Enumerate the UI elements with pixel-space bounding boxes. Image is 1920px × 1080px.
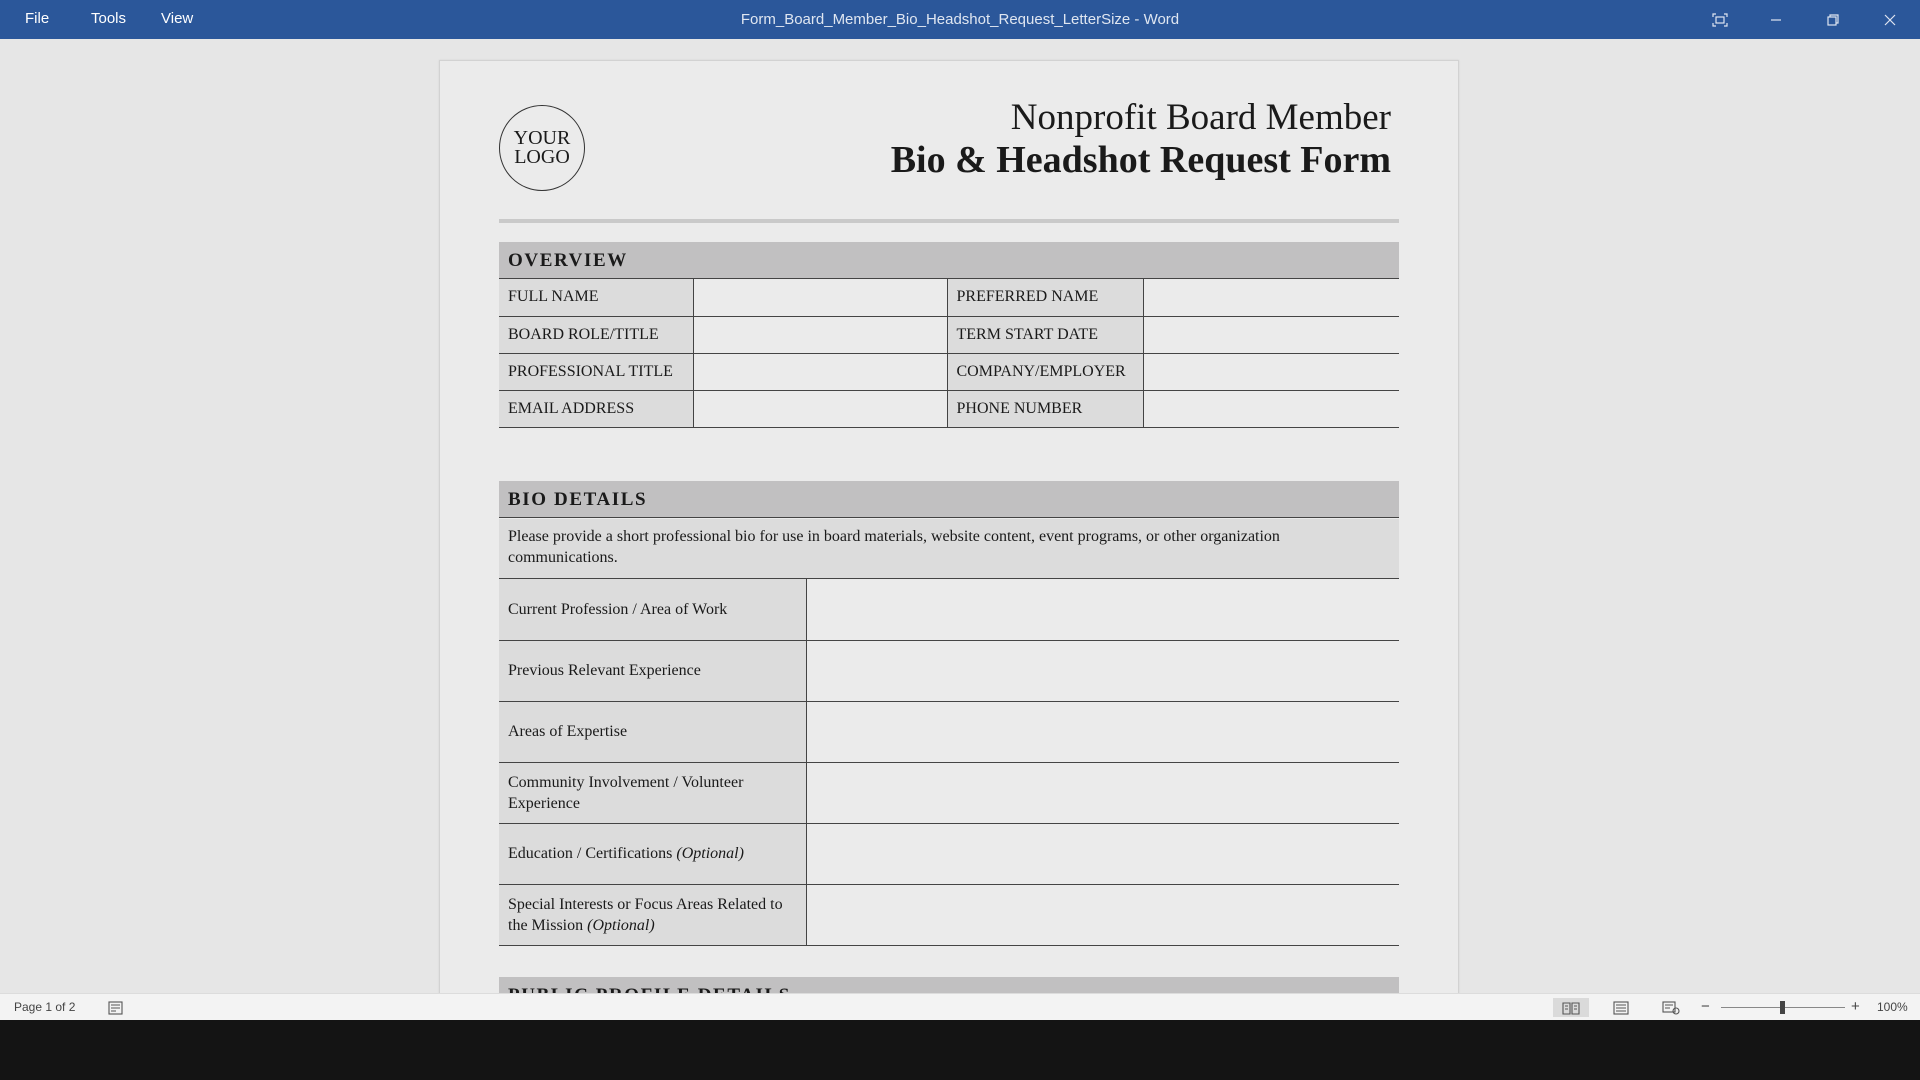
- table-row: [499, 640, 1399, 701]
- status-bar: [0, 993, 1920, 1020]
- overview-table: [499, 279, 1399, 428]
- document-title-line-1: Nonprofit Board Member: [1010, 97, 1391, 138]
- bio-label-text: Areas of Expertise: [508, 723, 628, 740]
- field-input-term-start-date[interactable]: [1143, 316, 1399, 353]
- bio-input-education[interactable]: [806, 823, 1399, 884]
- bio-label-previous-experience: [499, 640, 806, 701]
- restore-button[interactable]: [1805, 0, 1861, 39]
- minimize-button[interactable]: [1748, 0, 1804, 39]
- web-layout-button[interactable]: [1653, 998, 1689, 1017]
- table-row: [499, 353, 1399, 390]
- field-input-professional-title[interactable]: [693, 353, 947, 390]
- taskbar-area: [0, 1020, 1920, 1080]
- section-heading-bio-details: BIO DETAILS: [499, 481, 1399, 518]
- field-label-term-start-date: TERM START DATE: [947, 316, 1143, 353]
- menu-tools[interactable]: Tools: [91, 10, 127, 27]
- field-label-preferred-name: PREFERRED NAME: [947, 279, 1143, 316]
- zoom-in-button[interactable]: +: [1851, 998, 1860, 1015]
- field-input-preferred-name[interactable]: [1143, 279, 1399, 316]
- read-mode-button[interactable]: [1553, 998, 1589, 1017]
- document-workspace[interactable]: [0, 39, 1920, 993]
- section-heading-overview: OVERVIEW: [499, 242, 1399, 279]
- close-button[interactable]: [1862, 0, 1918, 39]
- bio-input-special-interests[interactable]: [806, 884, 1399, 945]
- bio-label-education: [499, 823, 806, 884]
- close-icon: [1884, 14, 1896, 26]
- bio-input-current-profession[interactable]: [806, 579, 1399, 640]
- menu-file[interactable]: File: [25, 10, 50, 27]
- bio-details-table: [499, 579, 1399, 946]
- field-label-professional-title: PROFESSIONAL TITLE: [499, 353, 693, 390]
- logo-placeholder: [499, 105, 585, 191]
- field-input-phone[interactable]: [1143, 390, 1399, 427]
- field-input-email[interactable]: [693, 390, 947, 427]
- focus-mode-button[interactable]: [1692, 0, 1748, 39]
- print-layout-button[interactable]: [1603, 998, 1639, 1017]
- title-divider: [499, 219, 1399, 223]
- bio-input-areas-of-expertise[interactable]: [806, 701, 1399, 762]
- table-row: [499, 762, 1399, 823]
- table-row: [499, 316, 1399, 353]
- zoom-slider-thumb[interactable]: [1780, 1001, 1785, 1014]
- table-row: [499, 279, 1399, 316]
- table-row: [499, 884, 1399, 945]
- bio-label-text: Community Involvement / Volunteer Experience: [508, 773, 744, 812]
- field-label-full-name: FULL NAME: [499, 279, 693, 316]
- bio-input-community-involvement[interactable]: [806, 762, 1399, 823]
- field-label-email: EMAIL ADDRESS: [499, 390, 693, 427]
- bio-input-previous-experience[interactable]: [806, 640, 1399, 701]
- zoom-level[interactable]: 100%: [1877, 1000, 1908, 1014]
- title-bar: [0, 0, 1920, 39]
- read-mode-icon: [1562, 1001, 1580, 1015]
- bio-label-text: Current Profession / Area of Work: [508, 600, 728, 618]
- bio-instructions: Please provide a short professional bio for use in board materials, website content, event programs, or other organization communications.: [499, 519, 1399, 579]
- logo-line-1: YOUR: [513, 127, 571, 149]
- field-input-full-name[interactable]: [693, 279, 947, 316]
- proofing-button[interactable]: [107, 998, 125, 1017]
- web-layout-icon: [1662, 1001, 1680, 1015]
- bio-label-special-interests: [499, 884, 806, 945]
- minimize-icon: [1770, 14, 1782, 26]
- table-row: [499, 823, 1399, 884]
- bio-label-community-involvement: [499, 762, 806, 823]
- print-layout-icon: [1613, 1001, 1629, 1015]
- table-row: [499, 579, 1399, 640]
- menu-view[interactable]: View: [161, 10, 194, 27]
- optional-tag: (Optional): [676, 845, 744, 862]
- logo-line-2: LOGO: [514, 146, 570, 168]
- field-input-board-role[interactable]: [693, 316, 947, 353]
- field-label-board-role: BOARD ROLE/TITLE: [499, 316, 693, 353]
- proofing-icon: [108, 1001, 124, 1015]
- optional-tag: (Optional): [587, 916, 655, 934]
- bio-label-text: Special Interests or Focus Areas Related to the Mission: [508, 895, 783, 934]
- focus-mode-icon: [1712, 13, 1728, 27]
- field-label-phone: PHONE NUMBER: [947, 390, 1143, 427]
- page-count[interactable]: Page 1 of 2: [14, 1000, 76, 1014]
- restore-icon: [1827, 14, 1839, 26]
- field-label-company: COMPANY/EMPLOYER: [947, 353, 1143, 390]
- document-title-line-2: Bio & Headshot Request Form: [890, 139, 1391, 181]
- bio-label-text: Previous Relevant Experience: [508, 662, 701, 679]
- zoom-out-button[interactable]: −: [1701, 998, 1710, 1015]
- table-row: [499, 390, 1399, 427]
- bio-label-areas-of-expertise: [499, 701, 806, 762]
- document-page[interactable]: [439, 60, 1459, 1060]
- field-input-company[interactable]: [1143, 353, 1399, 390]
- table-row: [499, 701, 1399, 762]
- bio-label-current-profession: [499, 579, 806, 640]
- bio-label-text: Education / Certifications: [508, 845, 677, 862]
- window-title: Form_Board_Member_Bio_Headshot_Request_LetterSize - Word: [740, 11, 1180, 28]
